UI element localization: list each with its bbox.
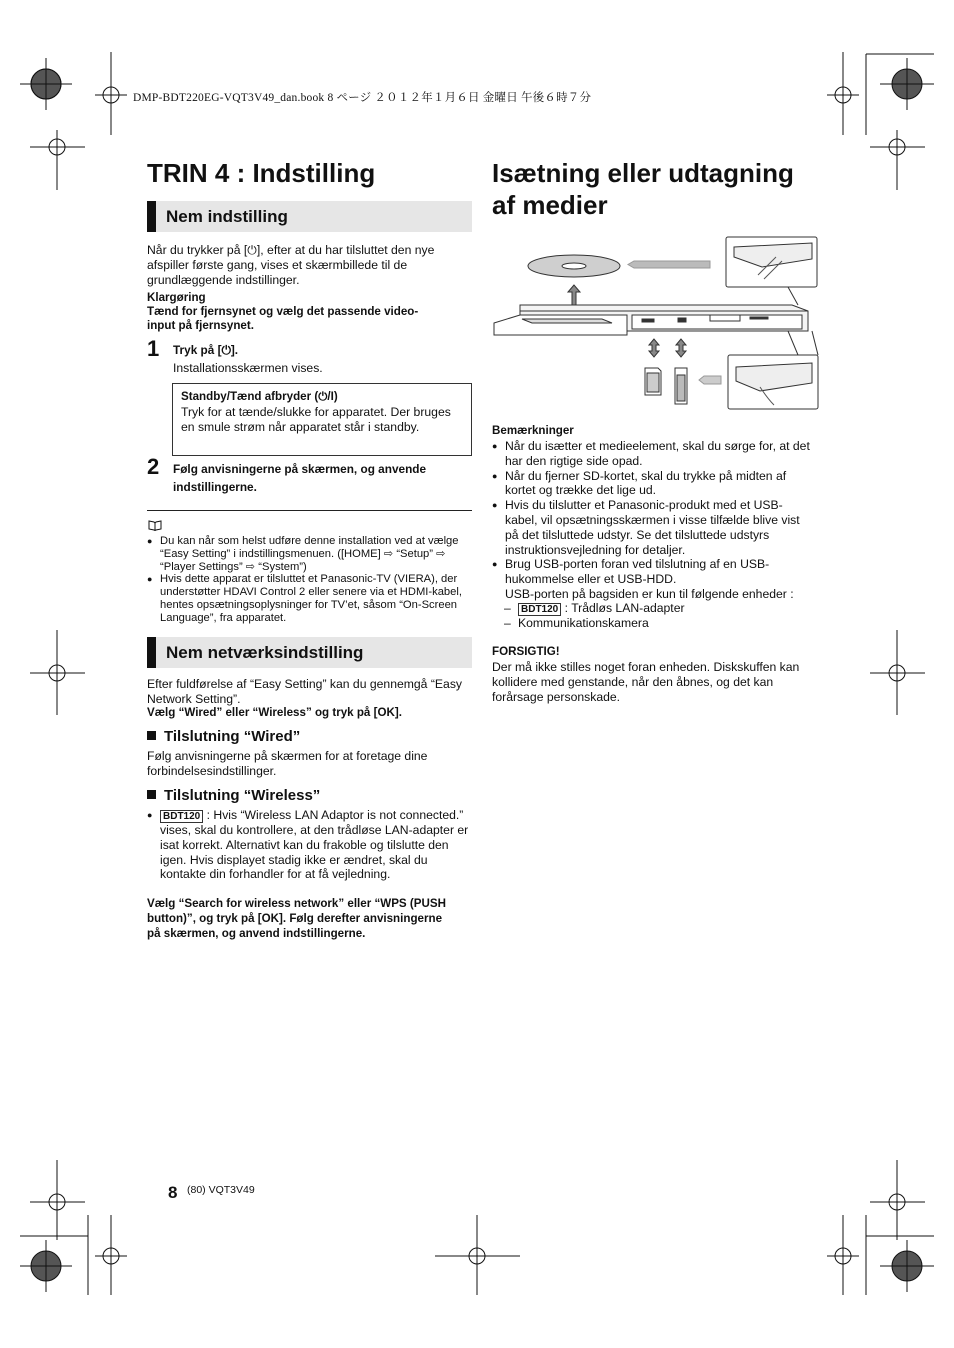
easy-setting-intro: Når du trykker på [⏻], efter at du har tilsluttet den nye afspiller første gang, vises et skærmbillede til de grundlæggende indstillinger.	[147, 243, 435, 287]
standby-box-text: Tryk for at tænde/slukke for apparatet. Der bruges en smule strøm når apparatet står i standby.	[181, 404, 451, 434]
square-bullet-icon	[147, 731, 156, 740]
notes-list	[147, 535, 467, 625]
usb-device-item: – Kommunikationskamera	[504, 616, 649, 630]
standby-info-box	[172, 383, 472, 456]
square-bullet-icon	[147, 790, 156, 799]
wired-text: Følg anvisningerne på skærmen for at foretage dine forbindelsesindstillinger.	[147, 749, 428, 778]
model-tag: BDT120	[518, 603, 561, 616]
wired-heading-text: Tilslutning “Wired”	[164, 728, 301, 745]
step-1-desc: Installationsskærmen vises.	[173, 361, 323, 375]
usb-remark: ● Brug USB-porten foran ved tilslutning af en USB-hukommelse eller et USB-HDD.	[505, 557, 770, 587]
standby-box-title: Standby/Tænd afbryder (⏻/I)	[181, 390, 338, 403]
remarks-label: Bemærkninger	[492, 424, 574, 437]
page-number: 8	[168, 1183, 178, 1202]
step-1-number: 1	[147, 336, 160, 361]
file-info: DMP-BDT220EG-VQT3V49_dan.book 8 ページ ２０１２年１月６日 金曜日 午後６時７分	[133, 92, 592, 104]
usb-device-item: – BDT120 : Trådløs LAN-adapter	[504, 601, 685, 615]
usb-back-remark: USB-porten på bagsiden er kun til følgende enheder :	[505, 586, 794, 601]
remark-item: ● Når du fjerner SD-kortet, skal du trykke på midten af kortet og trække det lige ud.	[492, 469, 814, 499]
model-tag: BDT120	[160, 810, 203, 823]
page-code: (80) VQT3V49	[187, 1184, 255, 1196]
caution-label: FORSIGTIG!	[492, 645, 560, 658]
step-2-number: 2	[147, 454, 160, 479]
caution-text: Der må ikke stilles noget foran enheden. Diskskuffen kan kollidere med genstande, når den åbnes, og det kan forårsage personskade.	[492, 660, 800, 704]
section-heading-easy-setting: Nem indstilling	[147, 201, 472, 232]
remark-item: ● Når du isætter et medieelement, skal du sørge for, at det har den rigtige side opad.	[492, 439, 814, 469]
media-title	[492, 157, 794, 221]
remarks-list	[492, 439, 814, 602]
usb-device-list	[492, 601, 814, 631]
wireless-heading-text: Tilslutning “Wireless”	[164, 787, 321, 804]
note-item: ● Du kan når som helst udføre denne installation ved at vælge “Easy Setting” i indstillingsmenuen. ([HOME] ⇨ “Setup” ⇨ “Player Settings” ⇨ “System”)	[147, 535, 467, 573]
media-illustration	[492, 235, 822, 413]
prep-label: Klargøring	[147, 291, 206, 304]
network-intro: Efter fuldførelse af “Easy Setting” kan du gennemgå “Easy Network Setting”.	[147, 677, 463, 706]
remark-item: ● Hvis du tilslutter et Panasonic-produkt med et USB-kabel, vil opsætningsskærmen i visse tilfælde blive vist på det tilsluttede udstyr. Se det tilsluttede udstyrs instruktionsvejledning for detaljer.	[492, 498, 814, 557]
network-intro-bold: Vælg “Wired” eller “Wireless” og tryk på [OK].	[147, 706, 402, 719]
book-icon	[148, 520, 162, 531]
wired-heading	[147, 728, 300, 746]
wireless-list	[147, 808, 469, 882]
media-title-line1: Isætning eller udtagning	[492, 158, 794, 188]
section-heading-network-setting: Nem netværksindstilling	[147, 637, 472, 668]
wireless-heading	[147, 787, 320, 805]
prep-text: Tænd for fjernsynet og vælg det passende video-input på fjernsynet.	[147, 305, 419, 332]
step-2-text: Følg anvisningerne på skærmen, og anvende indstillingerne.	[173, 462, 427, 494]
note-item: ● Hvis dette apparat er tilsluttet et Panasonic-TV (VIERA), der understøtter HDAVI Control 2 eller senere via et HDMI-kabel, hentes opsætningsoplysninger for TV’et, såsom “On-Screen Language”, fra apparatet.	[147, 573, 467, 624]
remark-item	[492, 557, 814, 601]
page-title: TRIN 4 : Indstilling	[147, 158, 376, 188]
media-title-line2: af medier	[492, 190, 608, 220]
wireless-bold: Vælg “Search for wireless network” eller “WPS (PUSH button)”, og tryk på [OK]. Følg derefter anvisningerne på skærmen, og anvend indstillingerne.	[147, 897, 446, 940]
wireless-text: : Hvis “Wireless LAN Adaptor is not connected.” vises, skal du kontrollere, at den trådløse LAN-adapter er isat korrekt. Alternativt kan du frakoble og tilslutte den igen. Hvis displayet stadig ikke er ændret, skal du kontakte din forhandler for at få vejledning.	[160, 808, 469, 882]
step-1-title: Tryk på [⏻].	[173, 343, 239, 357]
wireless-item	[147, 808, 469, 882]
divider	[147, 510, 472, 511]
